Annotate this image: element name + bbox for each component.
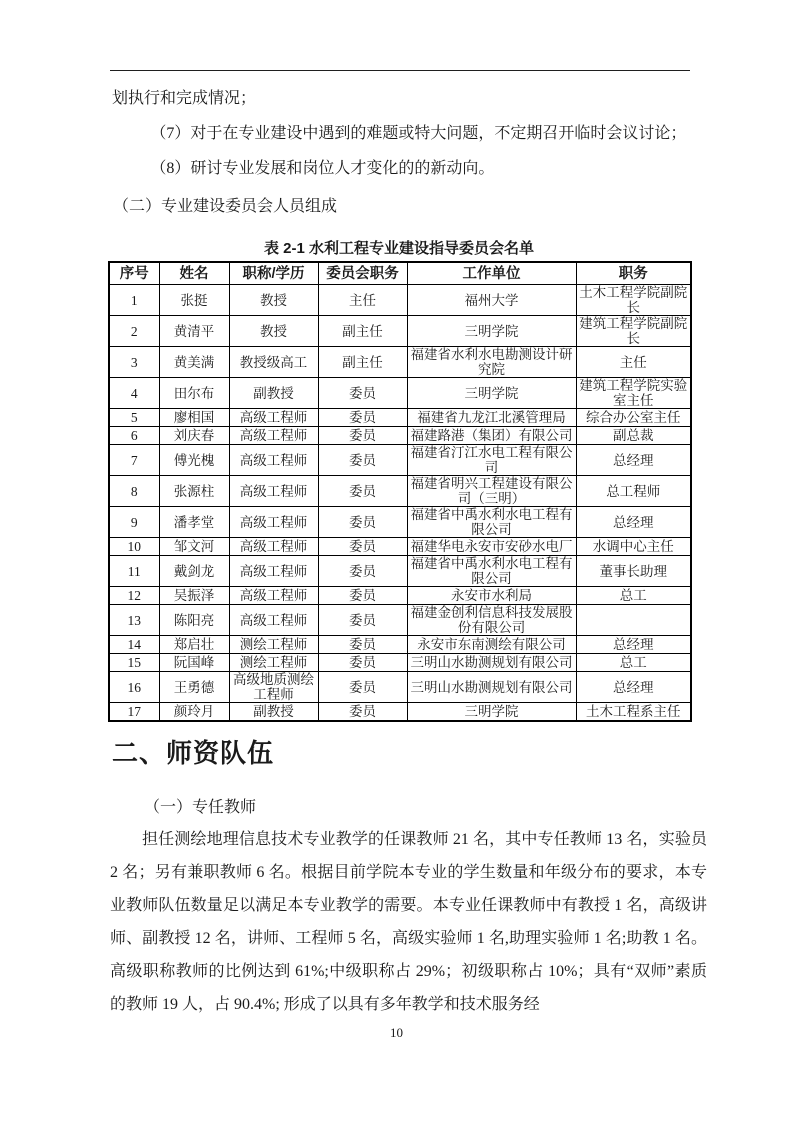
table-cell: 7: [109, 445, 159, 476]
table-cell: 邹文河: [159, 538, 229, 556]
table-cell: 土木工程系主任: [576, 703, 691, 722]
table-cell: 福建省汀江水电工程有限公司: [407, 445, 576, 476]
table-cell: 戴剑龙: [159, 556, 229, 587]
table-cell: 委员: [318, 409, 407, 427]
table-cell: 14: [109, 636, 159, 654]
table-header-cell: 工作单位: [407, 262, 576, 285]
table-cell: 福州大学: [407, 285, 576, 316]
table-header-cell: 序号: [109, 262, 159, 285]
table-cell: 阮国峰: [159, 654, 229, 672]
table-cell: 高级工程师: [229, 605, 318, 636]
table-cell: 总经理: [576, 507, 691, 538]
table-cell: 教授: [229, 285, 318, 316]
table-cell: 总经理: [576, 636, 691, 654]
list-item-8: （8）研讨专业发展和岗位人才变化的的新动向。: [150, 160, 495, 177]
table-title: 表 2-1 水利工程专业建设指导委员会名单: [263, 240, 535, 257]
table-cell: 颜玲月: [159, 703, 229, 722]
table-cell: 黄清平: [159, 316, 229, 347]
table-cell: 5: [109, 409, 159, 427]
table-row: [109, 427, 691, 445]
table-cell: 委员: [318, 636, 407, 654]
table-cell: 高级地质测绘工程师: [229, 672, 318, 703]
subsection-heading-2: （二）专业建设委员会人员组成: [113, 198, 338, 215]
table-cell: 副教授: [229, 378, 318, 409]
table-cell: 委员: [318, 378, 407, 409]
table-cell: 建筑工程学院实验室主任: [576, 378, 691, 409]
table-cell: 福建省九龙江北溪管理局: [407, 409, 576, 427]
table-cell: 建筑工程学院副院长: [576, 316, 691, 347]
table-cell: 福建省明兴工程建设有限公司（三明）: [407, 476, 576, 507]
table-row: [109, 378, 691, 409]
table-cell: 12: [109, 587, 159, 605]
table-cell: 福建金创利信息科技发展股份有限公司: [407, 605, 576, 636]
table-cell: 高级工程师: [229, 445, 318, 476]
table-cell: 福建省水利水电勘测设计研究院: [407, 347, 576, 378]
table-cell: 委员: [318, 427, 407, 445]
table-cell: 总工: [576, 654, 691, 672]
table-cell: 教授级高工: [229, 347, 318, 378]
table-cell: 委员: [318, 672, 407, 703]
list-item-7: （7）对于在专业建设中遇到的难题或特大问题，不定期召开临时会议讨论；: [150, 125, 687, 142]
table-cell: 委员: [318, 556, 407, 587]
table-cell: 10: [109, 538, 159, 556]
table-cell: 三明学院: [407, 378, 576, 409]
table-cell: 刘庆春: [159, 427, 229, 445]
table-cell: 三明学院: [407, 316, 576, 347]
table-row: [109, 636, 691, 654]
table-cell: 16: [109, 672, 159, 703]
table-header-row: [109, 262, 691, 285]
table-cell: 委员: [318, 476, 407, 507]
table-cell: 测绘工程师: [229, 636, 318, 654]
table-header-cell: 职务: [576, 262, 691, 285]
table-cell: 福建省中禹水利水电工程有限公司: [407, 507, 576, 538]
table-cell: 教授: [229, 316, 318, 347]
table-cell: 三明山水勘测规划有限公司: [407, 672, 576, 703]
table-cell: 总经理: [576, 672, 691, 703]
table-cell: 17: [109, 703, 159, 722]
table-row: [109, 476, 691, 507]
table-cell: 福建省中禹水利水电工程有限公司: [407, 556, 576, 587]
table-cell: 综合办公室主任: [576, 409, 691, 427]
table-cell: 傅光槐: [159, 445, 229, 476]
table-cell: 福建华电永安市安砂水电厂: [407, 538, 576, 556]
table-cell: 委员: [318, 507, 407, 538]
table-cell: 土木工程学院副院长: [576, 285, 691, 316]
table-cell: 永安市东南测绘有限公司: [407, 636, 576, 654]
table-row: [109, 507, 691, 538]
table-cell: 委员: [318, 538, 407, 556]
table-cell: 主任: [576, 347, 691, 378]
page-number: 10: [390, 1025, 403, 1040]
table-cell: 潘孝堂: [159, 507, 229, 538]
table-row: [109, 347, 691, 378]
table-cell: 9: [109, 507, 159, 538]
table-cell: 委员: [318, 605, 407, 636]
table-header-cell: 委员会职务: [318, 262, 407, 285]
table-cell: 高级工程师: [229, 507, 318, 538]
table-cell: 廖相国: [159, 409, 229, 427]
table-header-cell: 职称/学历: [229, 262, 318, 285]
table-cell: 委员: [318, 445, 407, 476]
table-cell: 11: [109, 556, 159, 587]
table-row: [109, 605, 691, 636]
table-cell: 黄美满: [159, 347, 229, 378]
table-cell: 永安市水利局: [407, 587, 576, 605]
table-cell: 三明山水勘测规划有限公司: [407, 654, 576, 672]
table-row: [109, 556, 691, 587]
table-row: [109, 316, 691, 347]
table-cell: 总经理: [576, 445, 691, 476]
table-row: [109, 654, 691, 672]
table-cell: 高级工程师: [229, 587, 318, 605]
table-cell: 高级工程师: [229, 538, 318, 556]
table-cell: 副主任: [318, 347, 407, 378]
table-row: [109, 285, 691, 316]
paragraph-continuation-line: 划执行和完成情况；: [112, 90, 257, 107]
table-cell: 总工: [576, 587, 691, 605]
table-cell: 8: [109, 476, 159, 507]
header-rule: [110, 70, 690, 71]
table-cell: 副主任: [318, 316, 407, 347]
table-cell: [576, 605, 691, 636]
table-cell: 田尔布: [159, 378, 229, 409]
table-cell: 委员: [318, 587, 407, 605]
subsection-heading-1: （一）专任教师: [144, 799, 257, 816]
table-cell: 陈阳亮: [159, 605, 229, 636]
table-row: [109, 587, 691, 605]
table-cell: 1: [109, 285, 159, 316]
table-cell: 高级工程师: [229, 476, 318, 507]
table-cell: 总工程师: [576, 476, 691, 507]
table-cell: 高级工程师: [229, 409, 318, 427]
table-cell: 水调中心主任: [576, 538, 691, 556]
table-cell: 张挺: [159, 285, 229, 316]
table-cell: 副总裁: [576, 427, 691, 445]
table-header-cell: 姓名: [159, 262, 229, 285]
table-cell: 王勇德: [159, 672, 229, 703]
table-row: [109, 538, 691, 556]
table-cell: 6: [109, 427, 159, 445]
table-cell: 董事长助理: [576, 556, 691, 587]
table-cell: 委员: [318, 654, 407, 672]
table-cell: 2: [109, 316, 159, 347]
table-cell: 3: [109, 347, 159, 378]
table-cell: 高级工程师: [229, 556, 318, 587]
table-cell: 委员: [318, 703, 407, 722]
table-cell: 测绘工程师: [229, 654, 318, 672]
table-cell: 吴振泽: [159, 587, 229, 605]
table-row: [109, 703, 691, 722]
table-row: [109, 672, 691, 703]
section-heading-teaching-staff: 二、师资队伍: [112, 738, 275, 768]
table-cell: 4: [109, 378, 159, 409]
table-cell: 高级工程师: [229, 427, 318, 445]
table-row: [109, 445, 691, 476]
table-row: [109, 409, 691, 427]
table-cell: 13: [109, 605, 159, 636]
table-cell: 福建路港（集团）有限公司: [407, 427, 576, 445]
body-paragraph: 担任测绘地理信息技术专业教学的任课教师 21 名，其中专任教师 13 名，实验员 2 名；另有兼职教师 6 名。根据目前学院本专业的学生数量和年级分布的要求，本专业教师队伍数量足以满足本专业教学的需要。本专业任课教师中有教授 1 名，高级讲师、副教授 12 名，讲师、工程师 5 名，高级实验师 1 名,助理实验师 1 名;助教 1 名。高级职称教师的比例达到 61%;中级职称占 29%；初级职称占 10%；具有“双师”素质的教师 19 人，占 90.4%; 形成了以具有多年教学和技术服务经: [110, 831, 707, 1013]
table-cell: 张源柱: [159, 476, 229, 507]
table-cell: 三明学院: [407, 703, 576, 722]
table-cell: 郑启壮: [159, 636, 229, 654]
table-cell: 副教授: [229, 703, 318, 722]
table-cell: 15: [109, 654, 159, 672]
table-cell: 主任: [318, 285, 407, 316]
committee-table: [108, 261, 692, 722]
